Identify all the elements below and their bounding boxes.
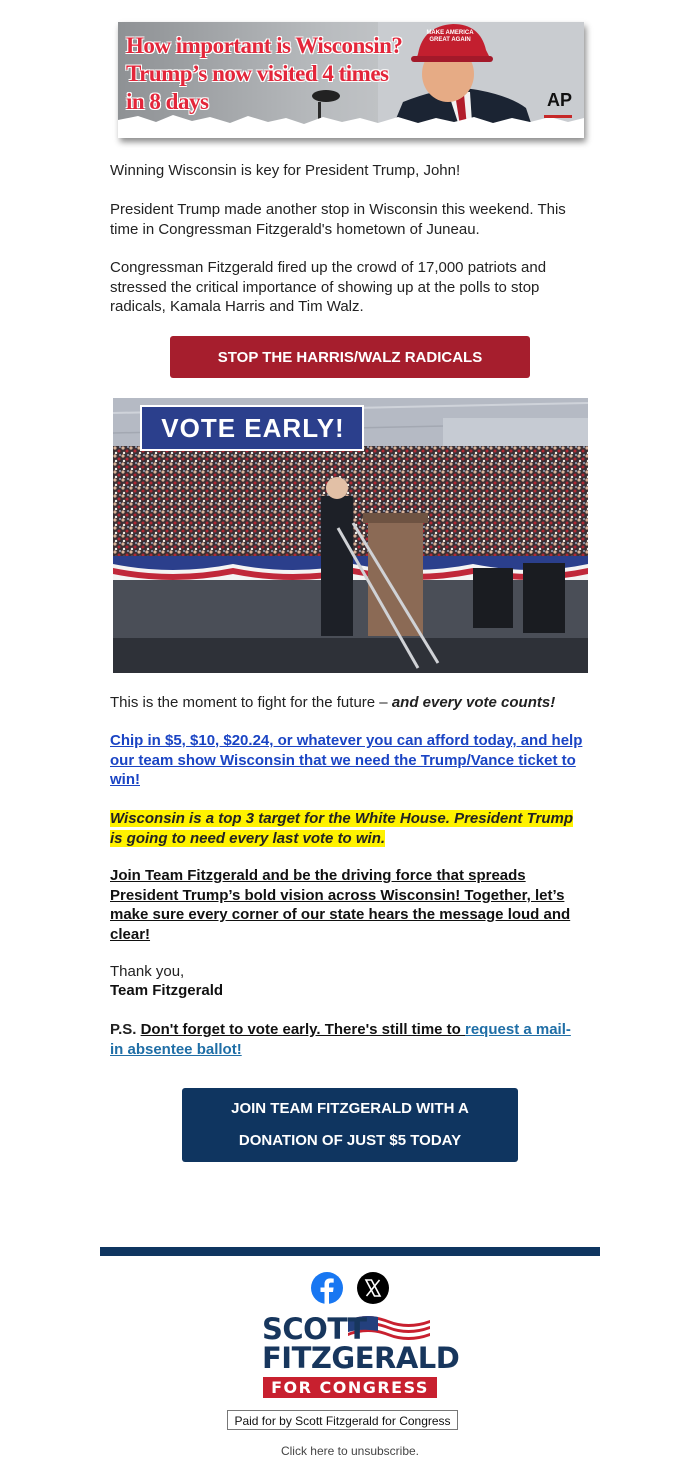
x-glyph [357,1272,389,1304]
highlight-text: Wisconsin is a top 3 target for the White House. President Trump is going to need every last vote to win. [110,810,573,847]
thanks-text: Thank you, [110,963,185,980]
ap-underline [544,115,572,118]
moment-paragraph [110,693,590,713]
join-text: Join Team Fitzgerald and be the driving force that spreads President Trump’s bold vision across Wisconsin! Together, let’s make sure every corner of our state hears the message loud and clear! [110,867,571,943]
ap-logo: AP [546,90,572,110]
facebook-icon[interactable] [311,1272,343,1304]
highlight-paragraph [110,809,580,848]
ps-text: Don't forget to vote early. There's still time to [140,1021,465,1038]
donate-button-line-2: DONATION OF JUST $5 TODAY [238,1132,462,1149]
paragraph-2: Congressman Fitzgerald fired up the crowd of 17,000 patriots and stressed the critical importance of showing up at the polls to stop radicals, Kamala Harris and Tim Walz. [110,259,547,315]
footer-divider [100,1247,600,1256]
logo-scott: SCOTT [262,1312,367,1346]
facebook-glyph [311,1272,343,1304]
hero-banner-image [118,22,584,138]
vote-early-banner: VOTE EARLY! [161,413,345,443]
join-paragraph [110,866,580,944]
scott-fitzgerald-logo [260,1312,460,1400]
absentee-ballot-link[interactable]: request a mail-in absentee ballot! [110,1021,571,1058]
rally-photo [113,398,588,673]
ps-label: P.S. [110,1021,141,1038]
chip-in-link[interactable]: Chip in $5, $10, $20.24, or whatever you can afford today, and help our team show Wisconsin that we need the Trump/Vance ticket to win! [110,732,583,788]
paragraph-1: President Trump made another stop in Wisconsin this weekend. This time in Congressman Fitzgerald's hometown of Juneau. [110,201,566,238]
x-icon[interactable] [357,1272,389,1304]
greeting-text: Winning Wisconsin is key for President Trump, John! [110,162,461,179]
logo-fitzgerald: FITZGERALD [262,1341,460,1375]
moment-text: This is the moment to fight for the future – [110,694,392,711]
ps-paragraph [110,1020,580,1059]
hero-headline-line-1: How important is Wisconsin? [126,33,403,58]
chip-in-paragraph [110,731,588,790]
paid-for-disclaimer: Paid for by Scott Fitzgerald for Congress [227,1410,458,1430]
hero-headline-line-3: in 8 days [126,89,209,114]
hero-headline-line-2: Trump’s now visited 4 times [126,61,389,86]
signature-text: Team Fitzgerald [110,982,224,999]
hat-text: MAKE AMERICA GREAT AGAIN [426,30,474,43]
unsubscribe-link[interactable]: Click here to unsubscribe. [280,1444,420,1458]
logo-for-congress: FOR CONGRESS [263,1377,437,1398]
stop-radicals-button[interactable]: STOP THE HARRIS/WALZ RADICALS [170,336,530,378]
donate-5-button[interactable] [182,1088,518,1162]
moment-emphasis: and every vote counts! [391,694,556,711]
donate-button-line-1: JOIN TEAM FITZGERALD WITH A [231,1100,469,1117]
